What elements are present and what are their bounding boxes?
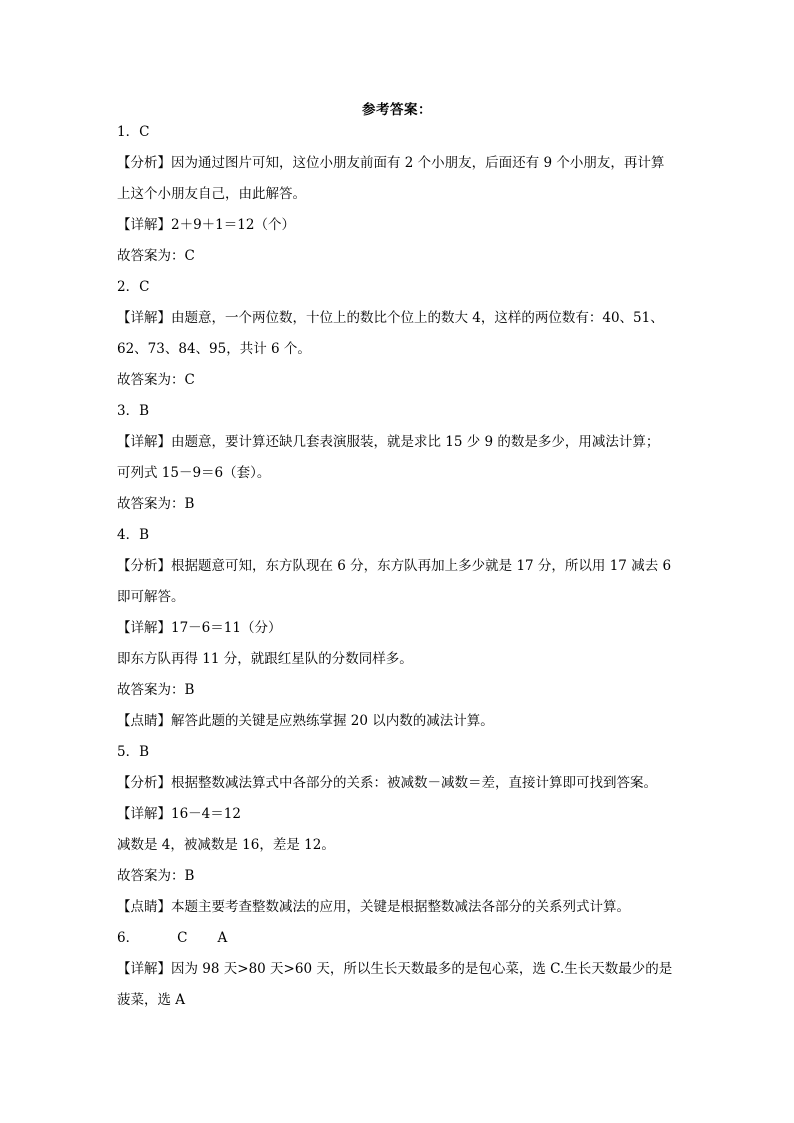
answer-3-detail: 【详解】由题意，要计算还缺几套表演服装，就是求比 15 少 9 的数是多少，用减法计算；: [117, 434, 660, 450]
answer-2-final: 故答案为：C: [117, 372, 195, 388]
answer-4-header: 4．B: [117, 527, 150, 543]
answer-content: [117, 121, 689, 1020]
answer-1-header: 1．C: [117, 124, 150, 140]
answer-6-detail-cont: 菠菜，选 A: [117, 992, 186, 1008]
answer-4-detail: 【详解】17－6＝11（分）: [117, 620, 282, 636]
answer-3-detail-cont: 可列式 15－9＝6（套）。: [117, 465, 271, 481]
answer-5-header: 5．B: [117, 744, 150, 760]
answer-4-comment: 【点睛】解答此题的关键是应熟练掌握 20 以内数的减法计算。: [117, 713, 494, 729]
answer-4-analysis: 【分析】根据题意可知，东方队现在 6 分，东方队再加上多少就是 17 分，所以用 17 减去 6: [117, 558, 672, 574]
answer-5-detail: 【详解】16－4＝12: [117, 806, 241, 822]
answer-4-final: 故答案为：B: [117, 682, 195, 698]
answer-1-analysis-cont: 上这个小朋友自己，由此解答。: [117, 186, 306, 202]
answer-6-number: 6．: [117, 930, 140, 946]
answer-5-analysis: 【分析】根据整数减法算式中各部分的关系：被减数－减数＝差，直接计算即可找到答案。: [117, 775, 657, 791]
answer-6-blank-2: A: [217, 930, 228, 946]
answer-key-title: 参考答案：: [362, 102, 432, 118]
answer-4-analysis-cont: 即可解答。: [117, 589, 185, 605]
answer-2-detail: 【详解】由题意，一个两位数，十位上的数比个位上的数大 4，这样的两位数有：40、51、: [117, 310, 664, 326]
answer-1-final: 故答案为：C: [117, 248, 195, 264]
answer-3-header: 3．B: [117, 403, 150, 419]
answer-2-detail-cont: 62、73、84、95，共计 6 个。: [117, 341, 311, 357]
answer-4-detail-cont: 即东方队再得 11 分，就跟红星队的分数同样多。: [117, 651, 413, 667]
answer-2-header: 2．C: [117, 279, 150, 295]
answer-1-analysis: 【分析】因为通过图片可知，这位小朋友前面有 2 个小朋友，后面还有 9 个小朋友，再计算: [117, 155, 665, 171]
answer-1-detail: 【详解】2＋9＋1＝12（个）: [117, 217, 295, 233]
answer-6-header: [117, 927, 689, 958]
answer-5-final: 故答案为：B: [117, 868, 195, 884]
answer-5-comment: 【点睛】本题主要考查整数减法的应用，关键是根据整数减法各部分的关系列式计算。: [117, 899, 630, 915]
answer-6-detail: 【详解】因为 98 天>80 天>60 天，所以生长天数最多的是包心菜，选 C.生长天数最少的是: [117, 961, 673, 977]
answer-6-blank-1: C: [177, 930, 188, 946]
answer-3-final: 故答案为：B: [117, 496, 195, 512]
answer-5-detail-cont: 减数是 4，被减数是 16，差是 12。: [117, 837, 335, 853]
